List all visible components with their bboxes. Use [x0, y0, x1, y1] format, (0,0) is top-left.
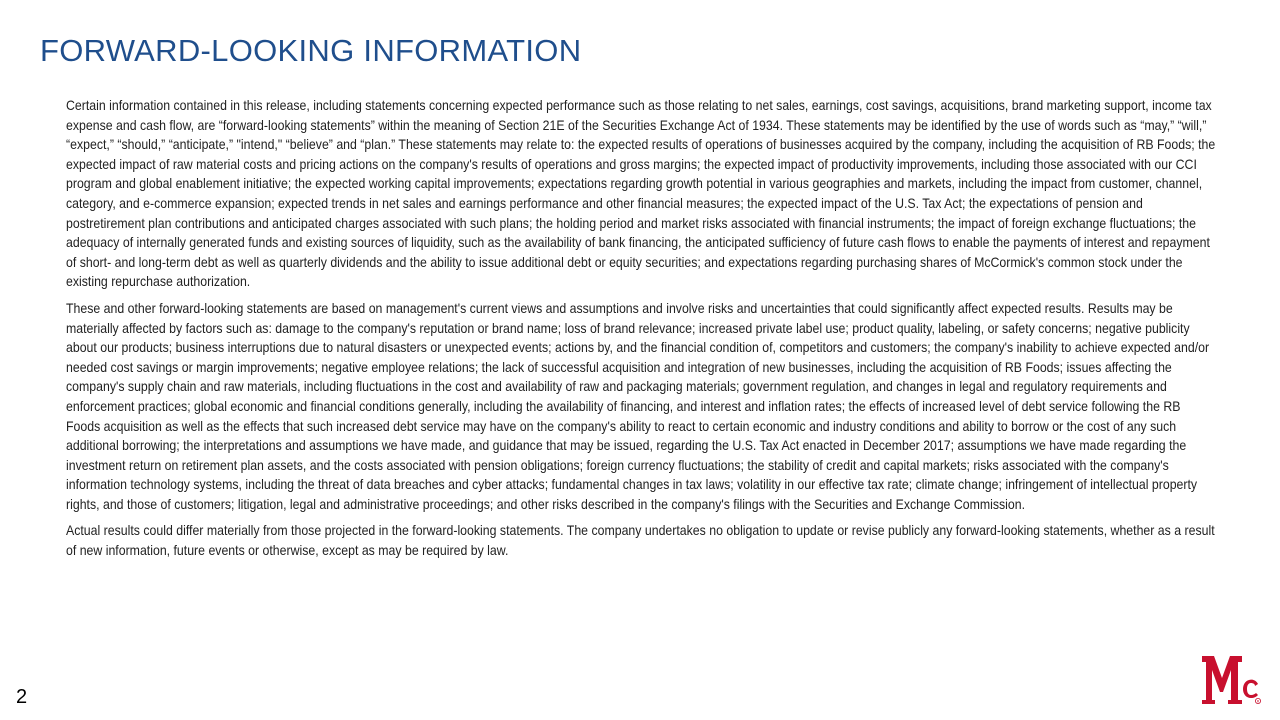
paragraph-disclaimer: Actual results could differ materially from those projected in the forward-looking statements. The company undertakes no obligation to update or revise publicly any forward-looking statements, whether as a result of new information, future events or otherwise, except as may be required by law. [66, 522, 1215, 559]
body-text [66, 96, 1216, 568]
paragraph-risk-factors: These and other forward-looking statements are based on management's current views and assumptions and involve risks and uncertainties that could significantly affect expected results. Results may be materially affected by factors such as: damage to the company's reputation or brand name; loss of brand relevance; increased private label use; product quality, labeling, or safety concerns; negative publicity about our products; business interruptions due to natural disasters or unexpected events; actions by, and the financial condition of, competitors and customers; the company's inability to achieve expected and/or needed cost savings or margin improvements; negative employee relations; the lack of successful acquisition and integration of new businesses, including the acquisition of RB Foods; issues affecting the company's supply chain and raw materials, including fluctuations in the cost and availability of raw and packaging materials; government regulation, and changes in legal and regulatory requirements and enforcement practices; global economic and financial conditions generally, including the availability of financing, and interest and inflation rates; the effects of increased level of debt service following the RB Foods acquisition as well as the effects that such increased debt service may have on the company's ability to react to certain economic and industry conditions and ability to borrow or the cost of any such additional borrowing; the interpretations and assumptions we have made, and guidance that may be issued, regarding the U.S. Tax Act enacted in December 2017; assumptions we have made regarding the investment return on retirement plan assets, and the costs associated with pension obligations; foreign currency fluctuations; the stability of credit and capital markets; risks associated with the company's information technology systems, including the threat of data breaches and cyber attacks; fundamental changes in tax laws; volatility in our effective tax rate; climate change; infringement of intellectual property rights, and those of customers; litigation, legal and administrative proceedings; and other risks described in the company's filings with the Securities and Exchange Commission. [66, 299, 1210, 512]
svg-text:R: R [1256, 699, 1260, 704]
paragraph-forward-looking-statements: Certain information contained in this release, including statements concerning expected performance such as those relating to net sales, earnings, cost savings, acquisitions, brand marketing support, income tax expense and cash flow, are “forward-looking statements” within the meaning of Section 21E of the Securities Exchange Act of 1934. These statements may be identified by the use of words such as “may,” “will,” “expect,” “should,” “anticipate,” "intend," “believe” and “plan.” These statements may relate to: the expected results of operations of businesses acquired by the company, including the acquisition of RB Foods; the expected impact of raw material costs and pricing actions on the company's results of operations and gross margins; the expected impact of productivity improvements, including those associated with our CCI program and global enablement initiative; the expected working capital improvements; expectations regarding growth potential in various geographies and markets, including the impact from customer, channel, category, and e-commerce expansion; expected trends in net sales and earnings performance and other financial measures; the expected impact of the U.S. Tax Act; the expectations of pension and postretirement plan contributions and anticipated charges associated with such plans; the holding period and market risks associated with financial instruments; the impact of foreign exchange fluctuations; the adequacy of internally generated funds and existing sources of liquidity, such as the availability of bank financing, the anticipated sufficiency of future cash flows to enable the payments of interest and repayment of short- and long-term debt as well as quarterly dividends and the ability to issue additional debt or equity securities; and expectations regarding purchasing shares of McCormick's common stock under the existing repurchase authorization. [66, 97, 1216, 290]
page-title: FORWARD-LOOKING INFORMATION [40, 33, 582, 68]
page-number: 2 [16, 686, 28, 708]
mccormick-logo-icon [1200, 652, 1262, 706]
